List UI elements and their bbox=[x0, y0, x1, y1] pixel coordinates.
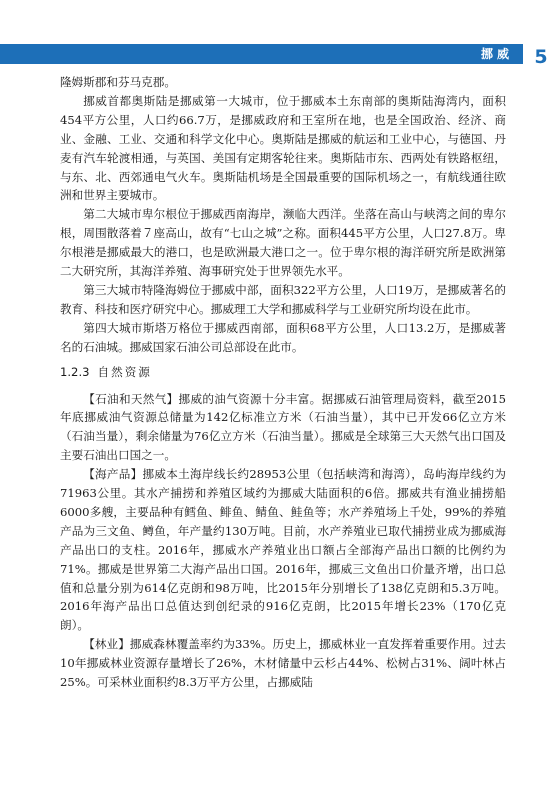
section-number: 1.2.3 bbox=[60, 364, 90, 379]
paragraph-oil-gas: 【石油和天然气】挪威的油气资源十分丰富。据挪威石油管理局资料，截至2015年底挪威油气资源总储量为142亿标准立方米（石油当量），其中已开发66亿立方米（石油当量），剩余储量为76亿立方米（石油当量）。挪威是全球第三大天然气出口国及主要石油出口国之一。 bbox=[60, 391, 506, 463]
section-title: 自然资源 bbox=[97, 364, 152, 379]
paragraph-oslo: 挪威首都奥斯陆是挪威第一大城市，位于挪威本土东南部的奥斯陆海湾内，面积454平方公里，人口约66.7万，是挪威政府和王室所在地，也是全国政治、经济、商业、金融、工业、交通和科学文化中心。奥斯陆是挪威的航运和工业中心，与德国、丹麦有汽车轮渡相通，与英国、美国有定期客轮往来。奥斯陆市东、西两处有铁路枢纽，与东、北、西郊通电气火车。奥斯陆机场是全国最重要的国际机场之一，有航线通往欧洲和世界主要城市。 bbox=[60, 93, 506, 203]
paragraph-forestry: 【林业】挪威森林覆盖率约为33%。历史上，挪威林业一直发挥着重要作用。过去10年挪威林业资源存量增长了26%，木材储量中云杉占44%、松树占31%、阔叶林占25%。可采林业面积约8.3万平方公里，占挪威陆 bbox=[60, 637, 506, 690]
header-bar bbox=[0, 44, 523, 64]
paragraph-bergen: 第二大城市卑尔根位于挪威西南海岸，濒临大西洋。坐落在高山与峡湾之间的卑尔根，周围散落着７座高山，故有“七山之城”之称。面积445平方公里，人口27.8万。卑尔根港是挪威最大的港口，也是欧洲最大港口之一。位于卑尔根的海洋研究所是欧洲第二大研究所，其海洋养殖、海事研究处于世界领先水平。 bbox=[60, 207, 506, 279]
paragraph-trondheim: 第三大城市特隆海姆位于挪威中部，面积322平方公里，人口19万，是挪威著名的教育、科技和医疗研究中心。挪威理工大学和挪威科学与工业研究所均设在此市。 bbox=[60, 282, 506, 316]
paragraph-stavanger: 第四大城市斯塔万格位于挪威西南部，面积68平方公里，人口13.2万，是挪威著名的石油城。挪威国家石油公司总部设在此市。 bbox=[60, 320, 506, 354]
paragraph-continuation: 隆姆斯郡和芬马克郡。 bbox=[60, 75, 176, 89]
header-title: 挪威 bbox=[480, 47, 513, 61]
section-heading bbox=[60, 363, 506, 382]
paragraph-seafood: 【海产品】挪威本土海岸线长约28953公里（包括峡湾和海湾），岛屿海岸线约为71963公里。其水产捕捞和养殖区域约为挪威大陆面积的6倍。挪威共有渔业捕捞船6000多艘，主要品种有鳕鱼、鲱鱼、鲭鱼、鲑鱼等；水产养殖场上千处，99%的养殖产品为三文鱼、鳟鱼，年产量约130万吨。目前，水产养殖业已取代捕捞业成为挪威海产品出口的支柱。2016年，挪威水产养殖业出口额占全部海产品出口额的比例约为71%。挪威是世界第二大海产品出口国。2016年，挪威三文鱼出口价量齐增，出口总值和总量分别为614亿克朗和98万吨，比2015年分别增长了138亿克朗和5.3万吨。2016年海产品出口总值达到创纪录的916亿克朗，比2015年增长23%（170亿克朗）。 bbox=[60, 467, 506, 633]
page-content bbox=[60, 73, 506, 692]
page-number: 5 bbox=[534, 46, 548, 68]
